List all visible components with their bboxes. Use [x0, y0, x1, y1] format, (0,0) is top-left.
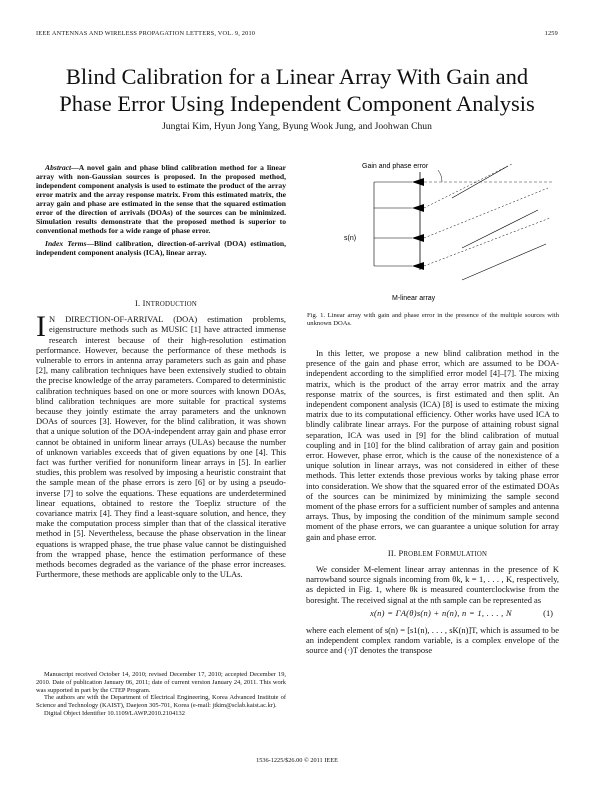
- title-line-1: Blind Calibration for a Linear Array With Gain and: [65, 64, 529, 89]
- footnote-affiliation: The authors are with the Department of Electrical Engineering, Korea Advanced Institute of Science and Technology (KAIST), Daejeon 305-701, Korea (e-mail: jtkim@sclab.kaist.ac.kr).: [36, 694, 286, 710]
- antenna-element-2: [412, 204, 424, 212]
- right-paragraph-1: In this letter, we propose a new blind calibration method in the presence of the gain and phase error, which are assumed to be DOA-independent according to the simplified error model [4]–[7]. The mixing matrix, which is the product of the array error matrix and the array response matrix of the sources, is first estimated and then split. An independent component analysis (ICA) [8] is used to estimate the mixing matrix due to its computational efficiency. Other works have used ICA to blindly calibrate linear arrays. For the purpose of attaining robust signal separation, ICA was used in [9] for the blind calibration of mutual coupling and in [10] for the blind calibration of array gain and position error. However, phase error, which is the cause of the nonexistence of a unique solution in linear arrays, was not considered in either of these methods. This letter extends those previous works by taking phase error into consideration. We show that the squared error of the estimated DOAs of the sources can be minimized by minimizing the sample second moment of the phase errors for a sufficient number of samples and antenna arrays. Thus, by imposing the condition of the minimum sample second moment of the phase errors, we can guarantee a unique solution for array gain and phase error.: [306, 348, 559, 542]
- right-column: [306, 348, 559, 655]
- abstract-text: —A novel gain and phase blind calibration method for a linear array with non-Gaussian sources is proposed. In the proposed method, independent component analysis is used to estimate the product of the array error matrix and the array response matrix. From this estimated matrix, the array gain and phase are estimated in the sense that the squared estimation error of the direction of arrivals (DOAs) of the sources can be minimized. Simulation results demonstrate that the proposed method is superior to conventional methods for a wide range of phase error.: [36, 163, 286, 235]
- index-terms-paragraph: [36, 239, 286, 257]
- abstract-block: [36, 163, 286, 257]
- wavefront-2: [424, 188, 548, 238]
- figure-label-signal: s(n): [344, 235, 357, 242]
- introduction-section: [36, 298, 286, 579]
- abstract-label: Abstract: [45, 163, 72, 172]
- source-ray-2: [462, 210, 538, 248]
- index-terms-text: —Blind calibration, direction-of-arrival (DOA) estimation, independent component analysis (ICA), linear array.: [36, 239, 287, 257]
- equation-number: (1): [543, 607, 553, 618]
- figure-label-array: M-linear array: [392, 295, 436, 302]
- title-line-2: Phase Error Using Independent Component Analysis: [59, 91, 535, 116]
- author-list: Jungtai Kim, Hyun Jong Yang, Byung Wook Jung, and Joohwan Chun: [162, 121, 432, 132]
- right-paragraph-2: We consider M-element linear array antennas in the presence of K narrowband source signals incoming from θk, k = 1, . . . , K, respectively, as depicted in Fig. 1, where θk is measured counterclockwise from the boresight. The received signal at the nth sample can be represented as: [306, 564, 559, 605]
- wavefront-1: [424, 164, 512, 208]
- running-header: [36, 30, 558, 42]
- abstract-paragraph: [36, 163, 286, 235]
- wavefront-3: [424, 218, 550, 266]
- footnote-block: [36, 671, 286, 718]
- index-terms-label: Index Terms: [45, 239, 87, 248]
- page-number: 1259: [544, 30, 558, 37]
- copyright-line: 1536-1225/$26.00 © 2011 IEEE: [256, 757, 338, 764]
- right-paragraph-3: where each element of s(n) = [s1(n), . . . , sK(n)]T, which is assumed to be an independent complex random variable, is a complex envelope of the source and (·)T denotes the transpose: [306, 624, 559, 656]
- antenna-element-3: [412, 234, 424, 242]
- drop-cap: I: [36, 310, 46, 344]
- array-diagram: [312, 158, 558, 305]
- section-heading-introduction: I. INTRODUCTION: [135, 298, 197, 308]
- figure-label-gain-phase: Gain and phase error: [362, 163, 429, 170]
- introduction-paragraph: I N DIRECTION-OF-ARRIVAL (DOA) estimation problems, eigenstructure methods such as MUSIC [1] have attracted immense research interest because of their high-resolution estimation performance. However, because the performance of these methods is vulnerable to errors in antenna array parameters such as gain and phase [2], many calibration techniques have been extensively studied to obtain the precise knowledge of the array parameters. Compared to deterministic calibration techniques based on one or more sources with known DOAs, blind calibration techniques are more suitable for practical systems because they jointly estimate the array parameters and the unknown DOAs of sources [3]. However, for the blind calibration, it was shown that a unique solution of the DOA-independent array gain and phase error cannot be obtained in uniform linear arrays (ULAs) because the number of unknown variables exceeds that of given equations by one [4]. This fact was further verified for nonuniform linear arrays in [5]. In earlier studies, this problem was resolved by imposing a heuristic constraint that the sample mean of the phase errors is zero [6] or by using a pseudo-inverse [7] to solve the equations. These equations are underdetermined linear equations, obtained to restore the Toepliz structure of the covariance matrix [4]. They find a least-square solution, and hence, they make the computation process simpler than that of the classical iterative method in [5]. Nevertheless, because the phase observation in the linear equations is wrapped phase, the true phase value cannot be distinguished from the wrapped phase, hence the estimation performance of these methods becomes degraded as the variance of the phase error increases. Furthermore, these methods are applicable only to the ULAs.: [36, 310, 286, 580]
- figure-1: [312, 158, 558, 305]
- figure-caption: Fig. 1. Linear array with gain and phase error in the presence of the multiple sources with unknown DOAs.: [307, 312, 559, 328]
- antenna-element-1: [412, 178, 424, 186]
- angle-arc: [438, 170, 442, 182]
- equation-body: x(n) = ΓA(θ)s(n) + n(n), n = 1, . . . , N: [370, 607, 512, 618]
- footnote-received: Manuscript received October 14, 2010; revised December 17, 2010; accepted December 19, 2010. Date of publication January 06, 2011; date of current version January 24, 2011. This work was supported in part by the CTEP Program.: [36, 671, 286, 694]
- section-heading-problem: II. PROBLEM FORMULATION: [387, 547, 488, 558]
- source-ray-3: [462, 244, 546, 280]
- equation-1: [306, 608, 559, 622]
- paper-title: [20, 63, 574, 117]
- antenna-element-4: [412, 262, 424, 270]
- footnote-doi: Digital Object Identifier 10.1109/LAWP.2010.2104132: [44, 709, 185, 717]
- journal-name: IEEE ANTENNAS AND WIRELESS PROPAGATION LETTERS, VOL. 9, 2010: [36, 30, 256, 37]
